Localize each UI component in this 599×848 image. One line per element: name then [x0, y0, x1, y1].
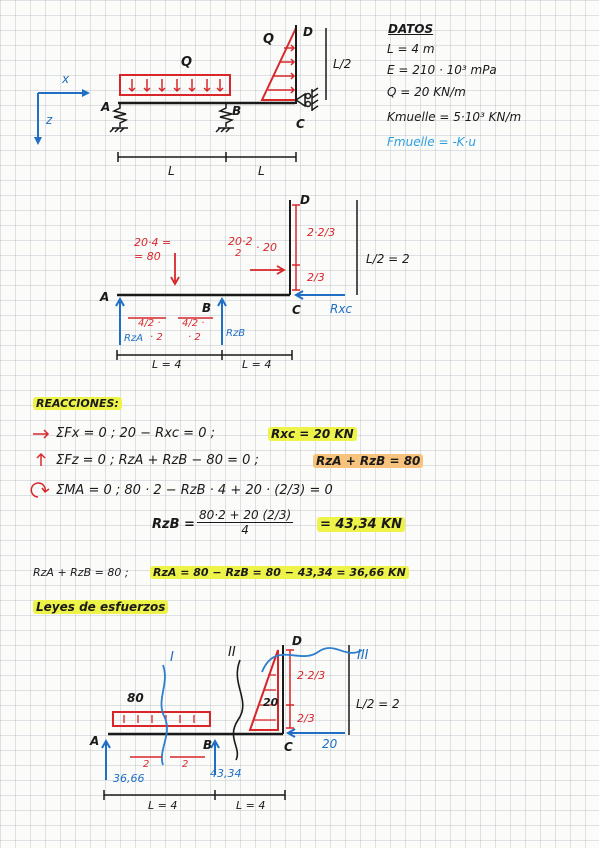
fz-equation: ΣFz = 0 ; RzA + RzB − 80 = 0 ; [56, 453, 259, 468]
point-c-label-2: C [292, 303, 301, 317]
half2b-label: · 2 [188, 332, 201, 343]
axis-x-label: x [62, 72, 70, 86]
span1-label-2: L = 4 [152, 358, 182, 371]
cut-1-label: I [170, 650, 174, 665]
distributed-load-box [120, 75, 230, 95]
point-a-label-3: A [90, 734, 100, 748]
roller-support-c [296, 88, 318, 111]
triangular-load-arrows [268, 45, 294, 93]
fx-result: Rxc = 20 KN [268, 427, 357, 441]
distributed-load-box-3 [113, 712, 210, 726]
point-b-label: B [232, 104, 242, 118]
load-80-label: 80 [127, 691, 144, 705]
load-right-mul: · 20 [256, 241, 277, 254]
half1b-label: · 2 [150, 332, 163, 343]
axis-z-arrowhead [34, 137, 42, 145]
load-right-num: 20·2 [228, 235, 253, 248]
half2-label-3: 2 [182, 759, 189, 770]
rzb-result: = 43,34 KN [317, 517, 405, 532]
height-label-2: L/2 = 2 [366, 252, 410, 266]
cut-2-label: II [228, 645, 236, 660]
datos-title: DATOS [388, 22, 434, 36]
axis-x-arrowhead [82, 89, 90, 97]
seg-bottom-label-3: 2/3 [297, 712, 315, 725]
span1-label: L [168, 164, 175, 178]
point-b-label-3: B [203, 738, 213, 752]
rzb-value-label: 43,34 [210, 767, 242, 780]
rza-result: RzA = 80 − RzB = 80 − 43,34 = 36,66 KN [150, 566, 409, 579]
distributed-load-arrows [129, 79, 223, 91]
load-q-tri-label: Q [263, 32, 275, 47]
half1-label-3: 2 [143, 759, 150, 770]
point-c-label: C [296, 117, 305, 131]
h20-label: 20 [322, 737, 338, 751]
load-20-label: 20 [263, 696, 279, 709]
span1-label-3: L = 4 [148, 799, 178, 812]
column-segments-3 [286, 650, 294, 728]
load-left-line1: 20·4 = [134, 236, 172, 249]
datos-l: L = 4 m [387, 42, 435, 56]
rzb-numerator: 80·2 + 20 (2/3) [199, 508, 292, 522]
span2-label-2: L = 4 [242, 358, 272, 371]
seg-top-label-3: 2·2/3 [297, 669, 326, 682]
height-label-3: L/2 = 2 [356, 697, 400, 711]
point-d-label: D [303, 25, 313, 39]
point-d-label-2: D [300, 193, 310, 207]
span2-label: L [258, 164, 265, 178]
datos-e: E = 210 · 10³ mPa [387, 63, 497, 77]
rzb-fraction [197, 508, 293, 537]
section-cut-2 [233, 660, 242, 760]
cut-3-label: III [357, 648, 369, 663]
span-dimension-1 [118, 152, 296, 162]
rzb-formula-label: RzB = [152, 517, 195, 532]
rzb-label: RzB [226, 328, 246, 339]
point-a-label: A [101, 100, 111, 114]
seg-top-label: 2·2/3 [307, 226, 336, 239]
height-label: L/2 [333, 57, 352, 71]
rzb-denominator: 4 [241, 523, 249, 537]
reacciones-title: REACCIONES: [33, 397, 122, 410]
leyes-title: Leyes de esfuerzos [33, 600, 168, 614]
load-left-line2: = 80 [134, 250, 161, 263]
column-segments-2 [292, 205, 300, 290]
point-a-label-2: A [100, 290, 110, 304]
rza-label: RzA [124, 333, 144, 344]
rza-value-label: 36,66 [113, 772, 145, 785]
load-q-label: Q [181, 55, 193, 70]
rza-equation: RzA + RzB = 80 ; [33, 566, 129, 579]
axis-z-label: z [46, 113, 53, 127]
load-right-den: 2 [235, 248, 242, 259]
datos-k: Kmuelle = 5·10³ KN/m [387, 110, 522, 124]
z-direction-icon [37, 454, 45, 466]
moment-equation: ΣMA = 0 ; 80 · 2 − RzB · 4 + 20 · (2/3) = 0 [56, 483, 333, 498]
point-b-label-2: B [202, 301, 212, 315]
spring-a [110, 104, 128, 132]
datos-f: Fmuelle = -K·u [387, 135, 476, 149]
distributed-load-arrows-3 [124, 715, 194, 723]
fz-result: RzA + RzB = 80 [313, 454, 423, 468]
seg-bottom-label: 2/3 [307, 271, 325, 284]
rxc-label: Rxc [330, 302, 353, 316]
point-d-label-3: D [292, 634, 302, 648]
datos-q: Q = 20 KN/m [387, 85, 466, 99]
half1-label: 4/2 · [138, 318, 161, 329]
span2-label-3: L = 4 [236, 799, 266, 812]
fx-equation: ΣFx = 0 ; 20 − Rxc = 0 ; [56, 426, 215, 441]
point-c-label-3: C [284, 740, 293, 754]
moment-icon [31, 483, 49, 497]
half2-label: 4/2 · [182, 318, 205, 329]
x-direction-icon [33, 430, 48, 438]
